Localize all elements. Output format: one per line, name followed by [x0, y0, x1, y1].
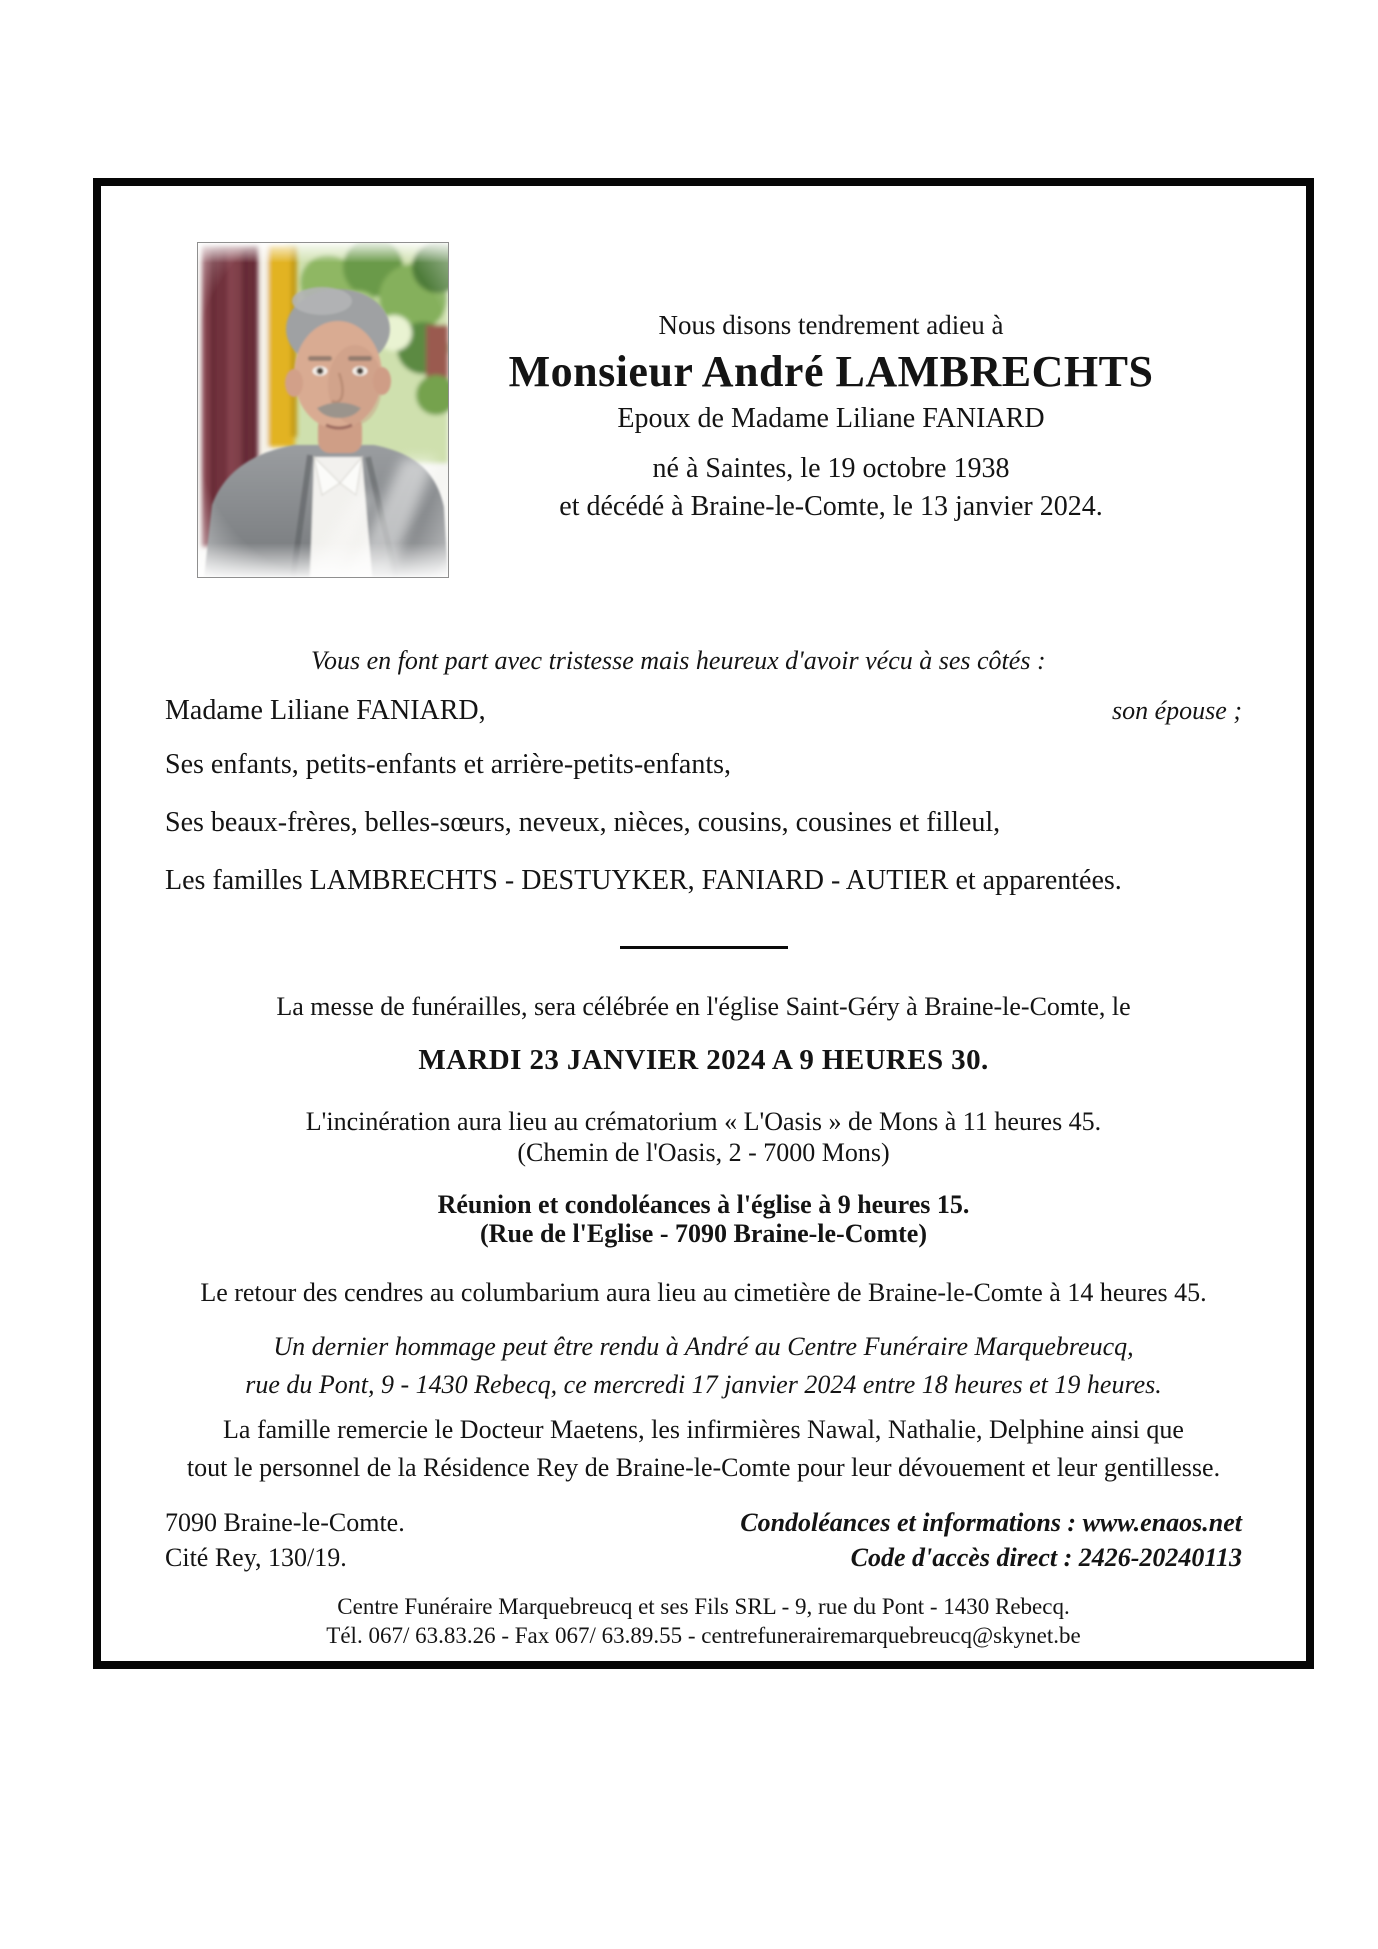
deceased-portrait-photo: [197, 242, 449, 578]
relative-row: [165, 747, 1242, 783]
portrait-illustration: [198, 243, 448, 577]
announcement-card: [93, 178, 1314, 1669]
spouse-of-line: Epoux de Madame Liliane FANIARD: [617, 403, 1045, 434]
mass-intro-line: La messe de funérailles, sera célébrée en l'église Saint-Géry à Braine-le-Comte, le: [276, 992, 1131, 1021]
birth-line: né à Saintes, le 19 octobre 1938: [652, 453, 1010, 484]
tribute-line-2: rue du Pont, 9 - 1430 Rebecq, ce mercredi 17 janvier 2024 entre 18 heures et 19 heures.: [245, 1370, 1162, 1399]
tribute-line-1: Un dernier hommage peut être rendu à André au Centre Funéraire Marquebreucq,: [273, 1332, 1134, 1361]
relative-relation: son épouse ;: [1112, 696, 1242, 725]
footer-row: [165, 1506, 1242, 1539]
ashes-return-line: Le retour des cendres au columbarium aura lieu au cimetière de Braine-le-Comte à 14 heures 45.: [200, 1278, 1207, 1307]
family-intro-line: Vous en font part avec tristesse mais heureux d'avoir vécu à ses côtés :: [311, 646, 1046, 675]
access-code: Code d'accès direct : 2426-20240113: [850, 1543, 1242, 1572]
address-street: Cité Rey, 130/19.: [165, 1543, 347, 1572]
cremation-address-line: (Chemin de l'Oasis, 2 - 7000 Mons): [517, 1138, 890, 1167]
thanks-line-2: tout le personnel de la Résidence Rey de Braine-le-Comte pour leur dévouement et leur gentillesse.: [186, 1453, 1221, 1482]
relative-name: Ses beaux-frères, belles-sœurs, neveux, nièces, cousins, cousines et filleul,: [165, 807, 1001, 838]
gathering-line: Réunion et condoléances à l'église à 9 heures 15.: [437, 1190, 970, 1219]
relative-name: Madame Liliane FANIARD,: [165, 695, 486, 726]
mass-datetime-line: MARDI 23 JANVIER 2024 A 9 HEURES 30.: [418, 1044, 989, 1076]
condolences-info: Condoléances et informations : www.enaos.net: [740, 1508, 1242, 1537]
death-line: et décédé à Braine-le-Comte, le 13 janvier 2024.: [559, 491, 1103, 522]
relative-row: [165, 863, 1242, 899]
contact-line: Tél. 067/ 63.83.26 - Fax 067/ 63.89.55 - centrefunerairemarquebreucq@skynet.be: [326, 1623, 1081, 1648]
footer-row: [165, 1541, 1242, 1574]
deceased-name: Monsieur André LAMBRECHTS: [508, 347, 1154, 396]
relative-name: Les familles LAMBRECHTS - DESTUYKER, FANIARD - AUTIER et apparentées.: [165, 865, 1122, 896]
card-content: [101, 186, 1306, 1661]
section-divider: [620, 946, 788, 949]
cremation-line: L'incinération aura lieu au crématorium « L'Oasis » de Mons à 11 heures 45.: [305, 1107, 1102, 1136]
gathering-address-line: (Rue de l'Eglise - 7090 Braine-le-Comte): [480, 1219, 927, 1248]
relative-name: Ses enfants, petits-enfants et arrière-petits-enfants,: [165, 749, 732, 780]
farewell-intro: Nous disons tendrement adieu à: [658, 310, 1004, 340]
address-city: 7090 Braine-le-Comte.: [165, 1508, 405, 1537]
thanks-line-1: La famille remercie le Docteur Maetens, les infirmières Nawal, Nathalie, Delphine ainsi que: [223, 1415, 1184, 1444]
relative-row: [165, 805, 1242, 841]
funeral-home-line: Centre Funéraire Marquebreucq et ses Fils SRL - 9, rue du Pont - 1430 Rebecq.: [337, 1594, 1070, 1619]
relative-row: [165, 693, 1242, 729]
